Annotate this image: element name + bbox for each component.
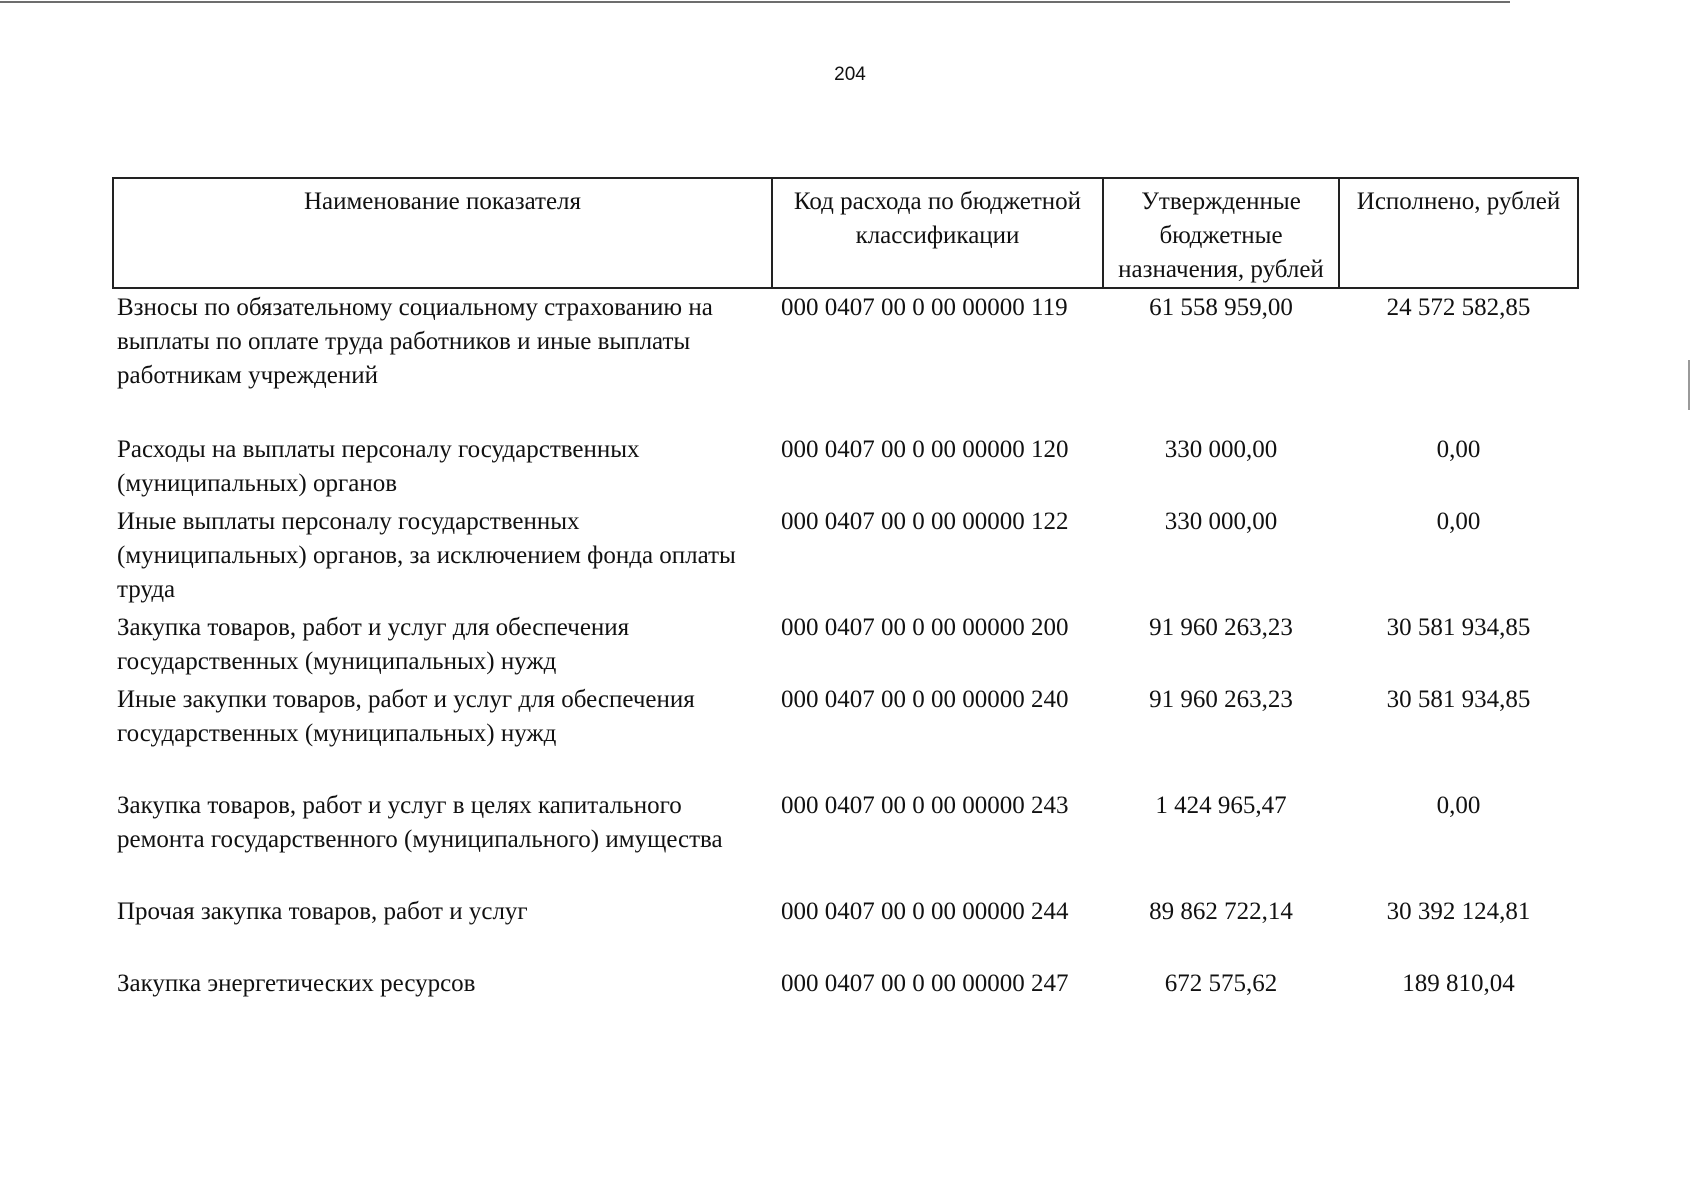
header-indicator-name: Наименование показателя [113,178,772,288]
row-executed-amount: 30 581 934,85 [1386,686,1531,713]
header-approved-amount: Утвержденные бюджетные назначения, рублей [1103,178,1339,288]
row-indicator-name: Закупка энергетических ресурсов [117,970,476,997]
row-indicator-name: Расходы на выплаты персоналу государственных (муниципальных) органов [117,436,640,497]
table-row [113,681,1578,787]
scan-edge-top [0,1,1510,3]
row-approved-amount: 330 000,00 [1164,508,1278,535]
header-executed-amount: Исполнено, рублей [1339,178,1578,288]
row-expense-code: 000 0407 00 0 00 00000 244 [781,898,1069,925]
row-executed-amount: 24 572 582,85 [1386,294,1531,321]
row-indicator-name: Взносы по обязательному социальному страхованию на выплаты по оплате труда работников и иные выплаты работникам учреждений [117,294,713,389]
table-row [113,787,1578,893]
table-row [113,288,1578,431]
table-row [113,431,1578,503]
row-expense-code: 000 0407 00 0 00 00000 122 [781,508,1069,535]
table-header-row [113,178,1578,288]
budget-execution-table [112,177,1579,1002]
row-expense-code: 000 0407 00 0 00 00000 200 [781,614,1069,641]
row-indicator-name: Прочая закупка товаров, работ и услуг [117,898,528,925]
row-approved-amount: 91 960 263,23 [1149,614,1293,641]
row-approved-amount: 89 862 722,14 [1149,898,1293,925]
row-approved-amount: 91 960 263,23 [1149,686,1293,713]
scan-edge-right [1688,360,1690,410]
row-indicator-name: Закупка товаров, работ и услуг для обеспечения государственных (муниципальных) нужд [117,614,630,675]
row-approved-amount: 1 424 965,47 [1155,792,1287,819]
row-executed-amount: 30 392 124,81 [1386,898,1531,925]
row-executed-amount: 0,00 [1436,508,1481,535]
table-row [113,965,1578,1002]
table-row [113,503,1578,609]
row-indicator-name: Иные выплаты персоналу государственных (муниципальных) органов, за исключением фонда оплаты труда [117,508,736,603]
row-approved-amount: 61 558 959,00 [1149,294,1293,321]
row-expense-code: 000 0407 00 0 00 00000 243 [781,792,1069,819]
row-expense-code: 000 0407 00 0 00 00000 247 [781,970,1069,997]
row-executed-amount: 189 810,04 [1402,970,1515,997]
row-executed-amount: 0,00 [1436,436,1481,463]
row-indicator-name: Иные закупки товаров, работ и услуг для обеспечения государственных (муниципальных) нужд [117,686,695,747]
row-expense-code: 000 0407 00 0 00 00000 240 [781,686,1069,713]
row-executed-amount: 30 581 934,85 [1386,614,1531,641]
row-executed-amount: 0,00 [1436,792,1481,819]
row-approved-amount: 672 575,62 [1164,970,1278,997]
row-expense-code: 000 0407 00 0 00 00000 120 [781,436,1069,463]
table-row [113,609,1578,681]
page-number: 204 [834,64,866,85]
header-expense-code: Код расхода по бюджетной классификации [772,178,1103,288]
table-row [113,893,1578,965]
row-approved-amount: 330 000,00 [1164,436,1278,463]
row-indicator-name: Закупка товаров, работ и услуг в целях капитального ремонта государственного (муниципального) имущества [117,792,723,853]
row-expense-code: 000 0407 00 0 00 00000 119 [781,294,1068,321]
